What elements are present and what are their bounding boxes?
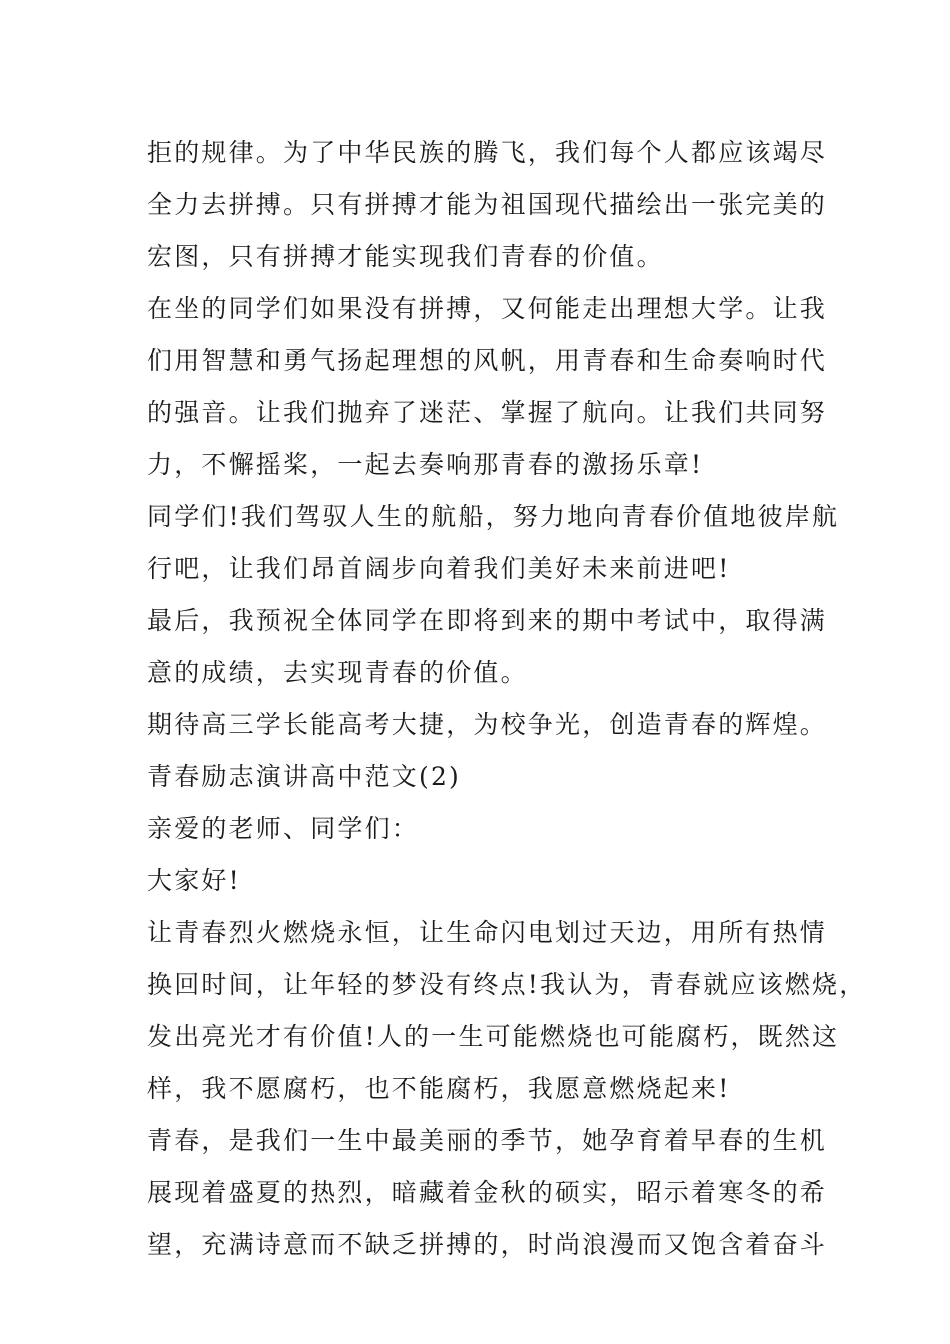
greeting: 大家好! <box>147 866 241 895</box>
text-line: 换回时间，让年轻的梦没有终点!我认为，青春就应该燃烧， <box>147 970 867 999</box>
section-heading: 青春励志演讲高中范文(2) <box>147 762 462 791</box>
text-line: 最后，我预祝全体同学在即将到来的期中考试中，取得满 <box>147 606 828 635</box>
text-line: 全力去拼搏。只有拼搏才能为祖国现代描绘出一张完美的 <box>147 190 828 219</box>
text-line: 样，我不愿腐朽，也不能腐朽，我愿意燃烧起来! <box>147 1074 731 1103</box>
text-line: 让青春烈火燃烧永恒，让生命闪电划过天边，用所有热情 <box>147 918 828 947</box>
text-line: 行吧，让我们昂首阔步向着我们美好未来前进吧! <box>147 554 731 583</box>
text-line: 展现着盛夏的热烈，暗藏着金秋的硕实，昭示着寒冬的希 <box>147 1178 828 1207</box>
document-body <box>147 127 867 1271</box>
text-line: 力，不懈摇桨，一起去奏响那青春的激扬乐章! <box>147 450 704 479</box>
text-line: 发出亮光才有价值!人的一生可能燃烧也可能腐朽，既然这 <box>147 1022 840 1051</box>
salutation: 亲爱的老师、同学们： <box>147 814 420 843</box>
text-line: 们用智慧和勇气扬起理想的风帆，用青春和生命奏响时代 <box>147 346 828 375</box>
text-line: 宏图，只有拼搏才能实现我们青春的价值。 <box>147 242 664 271</box>
text-line: 同学们!我们驾驭人生的航船，努力地向青春价值地彼岸航 <box>147 502 840 531</box>
text-line: 意的成绩，去实现青春的价值。 <box>147 658 528 687</box>
text-line: 拒的规律。为了中华民族的腾飞，我们每个人都应该竭尽 <box>147 138 828 167</box>
text-line: 期待高三学长能高考大捷，为校争光，创造青春的辉煌。 <box>147 710 828 739</box>
text-line: 青春，是我们一生中最美丽的季节，她孕育着早春的生机 <box>147 1126 828 1155</box>
text-line: 望，充满诗意而不缺乏拼搏的，时尚浪漫而又饱含着奋斗 <box>147 1230 828 1259</box>
text-line: 在坐的同学们如果没有拼搏，又何能走出理想大学。让我 <box>147 294 828 323</box>
text-line: 的强音。让我们抛弃了迷茫、掌握了航向。让我们共同努 <box>147 398 828 427</box>
